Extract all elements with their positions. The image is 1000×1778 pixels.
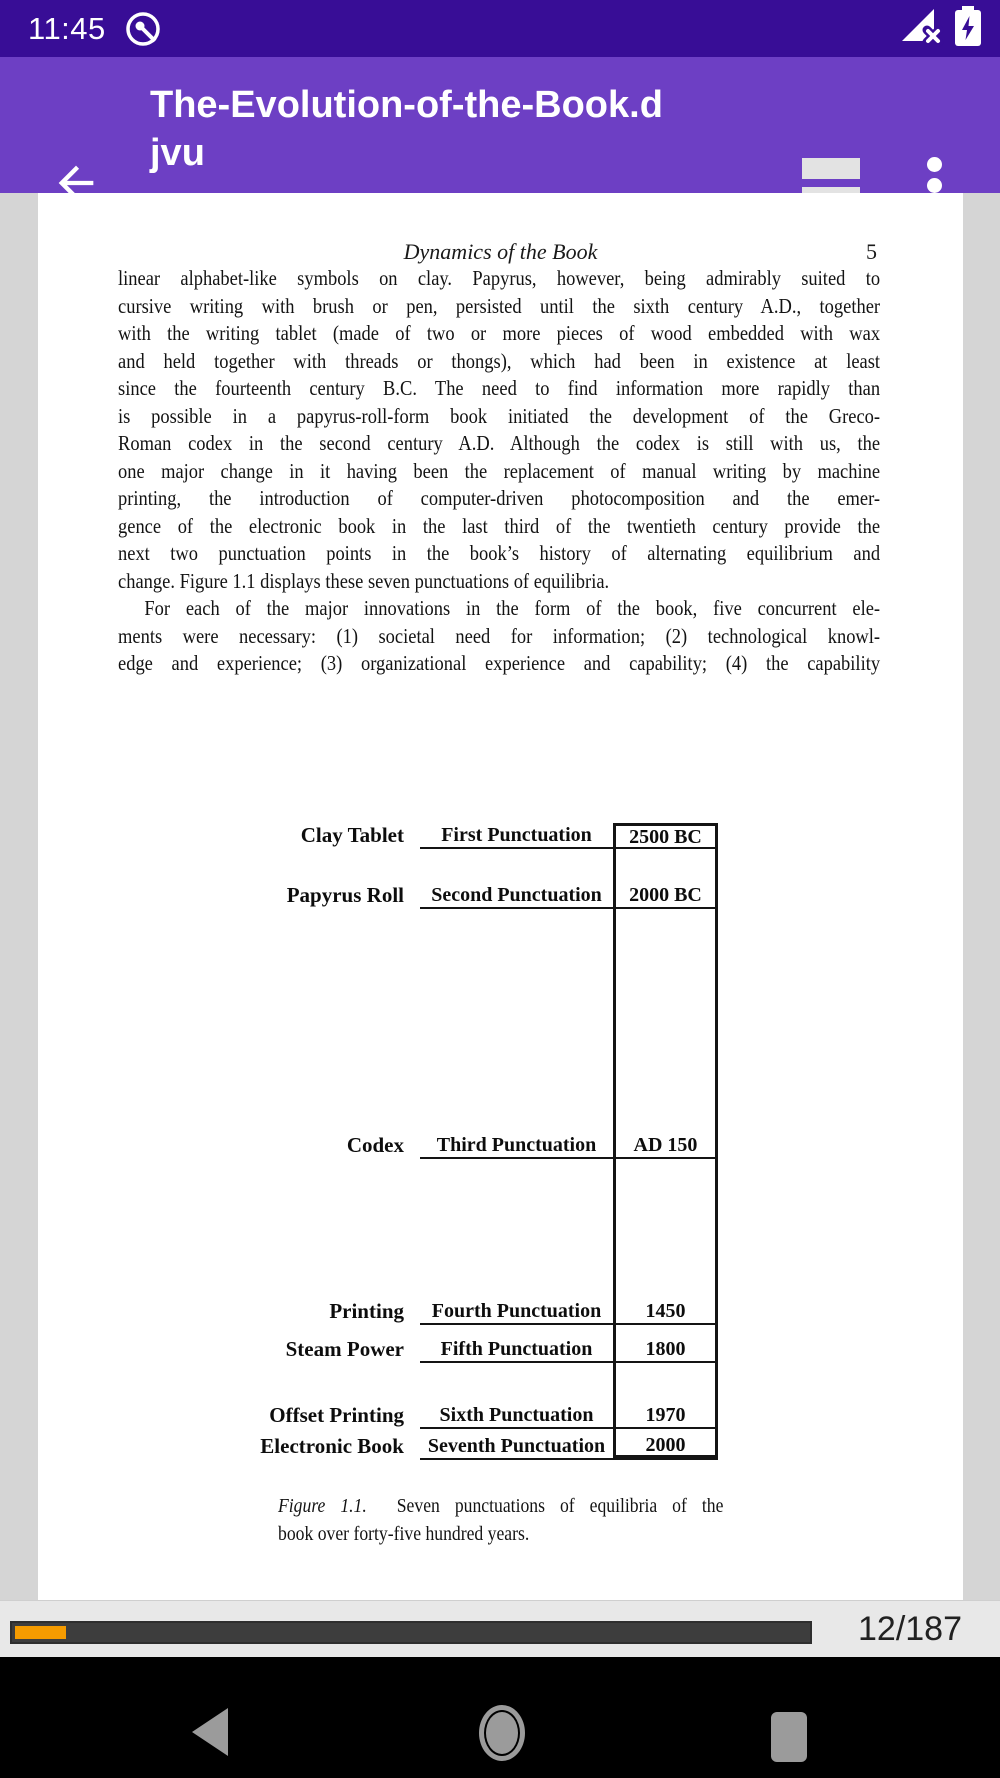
- figure-caption: [278, 1492, 723, 1548]
- timeline-date: 2500 BC: [629, 826, 702, 848]
- app-bar: [0, 57, 1000, 193]
- title-line-1: The-Evolution-of-the-Book.d: [150, 84, 663, 126]
- document-viewport[interactable]: [0, 193, 1000, 1600]
- timeline-punctuation: Third Punctuation: [436, 1134, 597, 1156]
- timeline-label: Printing: [329, 1299, 404, 1323]
- timeline-rule: [420, 1427, 718, 1429]
- nav-recents-button[interactable]: [771, 1712, 807, 1762]
- nav-home-button[interactable]: [479, 1705, 525, 1761]
- timeline-date: 1450: [645, 1300, 686, 1322]
- timeline-punctuation: Sixth Punctuation: [439, 1404, 594, 1426]
- text-line: next two punctuation points in the book’s history of alternating equilibrium and: [118, 541, 881, 565]
- timeline-punctuation: First Punctuation: [441, 824, 592, 846]
- text-line: printing, the introduction of computer-driven photocomposition and the emer-: [118, 486, 881, 510]
- document-page: [38, 193, 963, 1600]
- timeline-rule: [420, 1323, 718, 1325]
- timeline-label: Electronic Book: [260, 1434, 404, 1458]
- text-line: and held together with threads or thongs), which had been in existence at least: [118, 348, 881, 373]
- timeline-date: 1800: [645, 1338, 686, 1360]
- text-line: change. Figure 1.1 displays these seven punctuations of equilibria.: [118, 568, 610, 593]
- text-line: Roman codex in the second century A.D. Although the codex is still with us, the: [118, 431, 881, 455]
- timeline-punctuation: Fifth Punctuation: [440, 1338, 593, 1360]
- timeline-rule: [420, 1458, 718, 1460]
- timeline-rule: [420, 1157, 718, 1159]
- text-line: one major change in it having been the replacement of manual writing by machine: [118, 458, 881, 483]
- battery-charging-icon: [952, 4, 984, 53]
- notification-circle-icon: [122, 8, 164, 50]
- caption-line-2: book over forty-five hundred years.: [278, 1523, 530, 1545]
- timeline-rule: [420, 847, 718, 849]
- timeline-label: Clay Tablet: [300, 823, 404, 847]
- page-indicator: 12/187: [858, 1610, 962, 1648]
- page-folio-number: 5: [866, 239, 877, 264]
- timeline-label: Papyrus Roll: [286, 883, 404, 907]
- status-bar: [0, 0, 1000, 57]
- text-line: For each of the major innovations in the form of the book, five concurrent ele-: [144, 596, 881, 620]
- running-header: Dynamics of the Book: [403, 239, 598, 264]
- double-bars-icon: [802, 158, 860, 179]
- no-signal-icon: [898, 5, 944, 52]
- timeline-label: Offset Printing: [269, 1403, 404, 1427]
- text-line: is possible in a papyrus-roll-form book initiated the development of the Greco-: [118, 403, 881, 428]
- timeline-rule: [420, 1361, 718, 1363]
- timeline-date: 1970: [645, 1404, 686, 1426]
- seek-strip: [0, 1600, 1000, 1657]
- timeline-rule: [420, 907, 718, 909]
- timeline-column-box: [613, 823, 718, 1458]
- overflow-menu-icon: [927, 157, 942, 172]
- text-line: gence of the electronic book in the last third of the twentieth century provide the: [118, 513, 881, 538]
- text-line: since the fourteenth century B.C. The need to find information more rapidly than: [118, 376, 881, 400]
- android-navigation-bar: [0, 1657, 1000, 1778]
- body-text: [118, 265, 880, 678]
- caption-line-1: Figure 1.1. Seven punctuations of equilibria of the: [278, 1495, 724, 1517]
- seekbar-progress-fill: [15, 1626, 66, 1639]
- text-line: edge and experience; (3) organizational experience and capability; (4) the capability: [118, 651, 881, 675]
- page-seekbar[interactable]: [10, 1621, 812, 1644]
- timeline-date: AD 150: [633, 1134, 698, 1156]
- text-line: linear alphabet-like symbols on clay. Papyrus, however, being admirably suited to: [118, 266, 881, 290]
- home-circle-icon: [486, 1712, 518, 1754]
- timeline-date: 2000 BC: [629, 884, 702, 906]
- text-line: with the writing tablet (made of two or more pieces of wood embedded with wax: [118, 321, 881, 345]
- title-line-2: jvu: [150, 132, 205, 174]
- timeline-punctuation: Second Punctuation: [431, 884, 602, 906]
- caption-figure-label: Figure 1.1.: [278, 1495, 367, 1517]
- clock: 11:45: [28, 10, 106, 46]
- timeline-date: 2000: [645, 1434, 686, 1456]
- text-line: cursive writing with brush or pen, persisted until the sixth century A.D., together: [118, 293, 881, 318]
- timeline-label: Codex: [346, 1133, 404, 1157]
- text-line: ments were necessary: (1) societal need for information; (2) technological knowl-: [118, 623, 881, 648]
- timeline-punctuation: Fourth Punctuation: [431, 1300, 602, 1322]
- nav-back-button[interactable]: [192, 1708, 228, 1756]
- timeline-punctuation: Seventh Punctuation: [427, 1435, 606, 1457]
- timeline-label: Steam Power: [285, 1337, 404, 1361]
- document-title: [150, 81, 750, 177]
